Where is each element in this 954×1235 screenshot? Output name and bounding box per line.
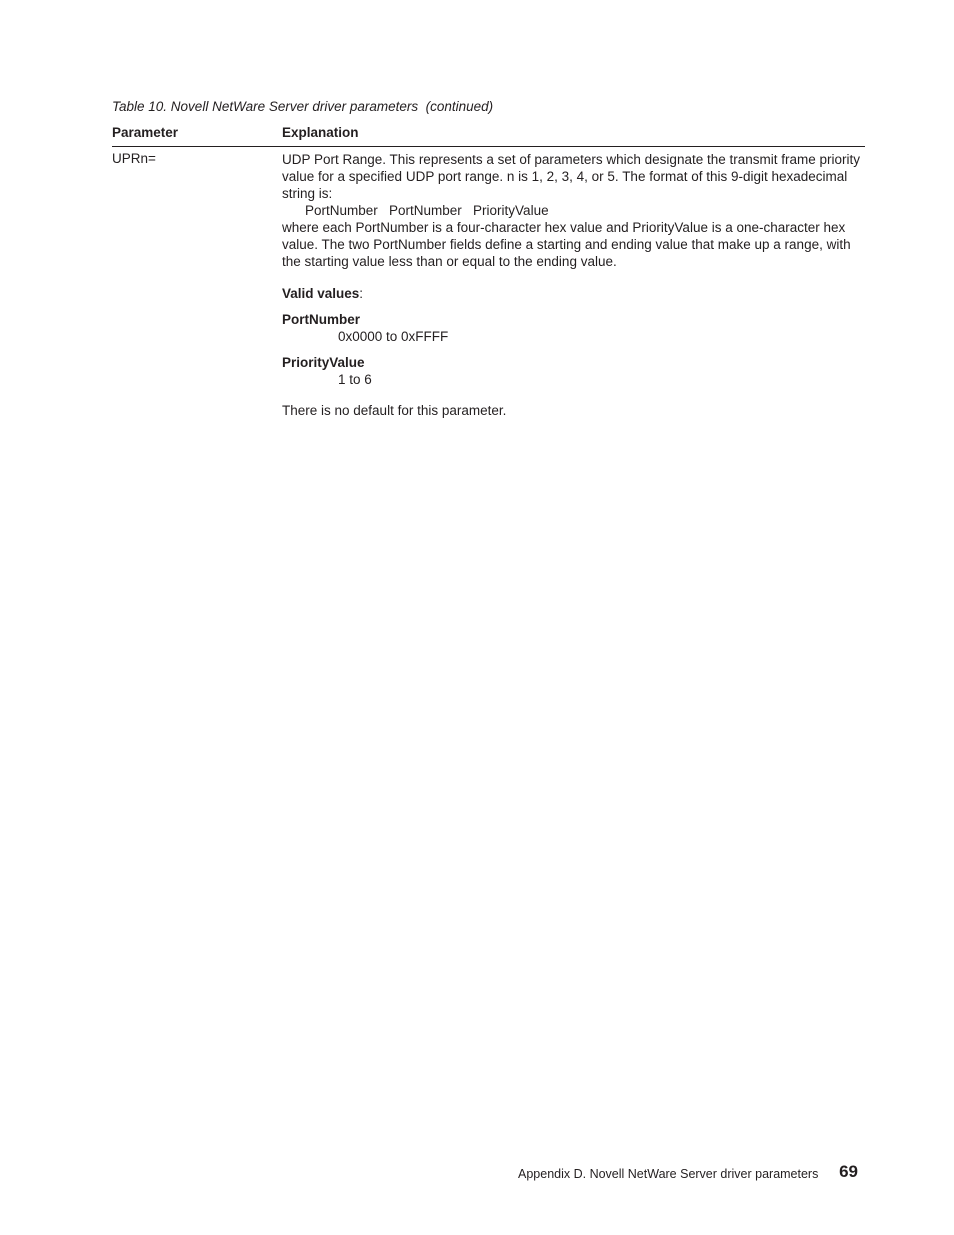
parameter-name: UPRn= xyxy=(112,151,156,166)
valid-values-label: Valid values xyxy=(282,286,360,301)
value-definition-priorityvalue: 1 to 6 xyxy=(338,372,372,387)
table-header xyxy=(112,125,865,147)
footer-title: Appendix D. Novell NetWare Server driver parameters xyxy=(518,1167,819,1181)
default-note: There is no default for this parameter. xyxy=(282,403,507,418)
explanation-column-header: Explanation xyxy=(282,125,359,140)
format-syntax: PortNumber PortNumber PriorityValue xyxy=(305,203,549,218)
explanation-cell xyxy=(282,147,865,419)
parameter-detail: where each PortNumber is a four-character hex value and PriorityValue is a one-character hex value. The two PortNumber fields define a starting and ending value that make up a range, with the starting value less than or equal to the ending value. xyxy=(282,220,851,269)
table-row xyxy=(112,147,865,419)
parameters-table xyxy=(112,125,865,419)
value-definition-portnumber: 0x0000 to 0xFFFF xyxy=(338,329,449,344)
table-caption: Table 10. Novell NetWare Server driver parameters (continued) xyxy=(112,99,494,114)
page-footer xyxy=(518,1162,858,1184)
parameter-description: UDP Port Range. This represents a set of parameters which designate the transmit frame priority value for a specified UDP port range. n is 1, 2, 3, 4, or 5. The format of this 9-digit hexadecimal string is: xyxy=(282,152,861,201)
parameter-column-header: Parameter xyxy=(112,125,179,140)
value-term-priorityvalue: PriorityValue xyxy=(282,355,365,370)
page-number: 69 xyxy=(839,1162,858,1181)
value-term-portnumber: PortNumber xyxy=(282,312,361,327)
valid-values-colon: : xyxy=(359,286,364,301)
valid-values-heading xyxy=(282,285,865,302)
